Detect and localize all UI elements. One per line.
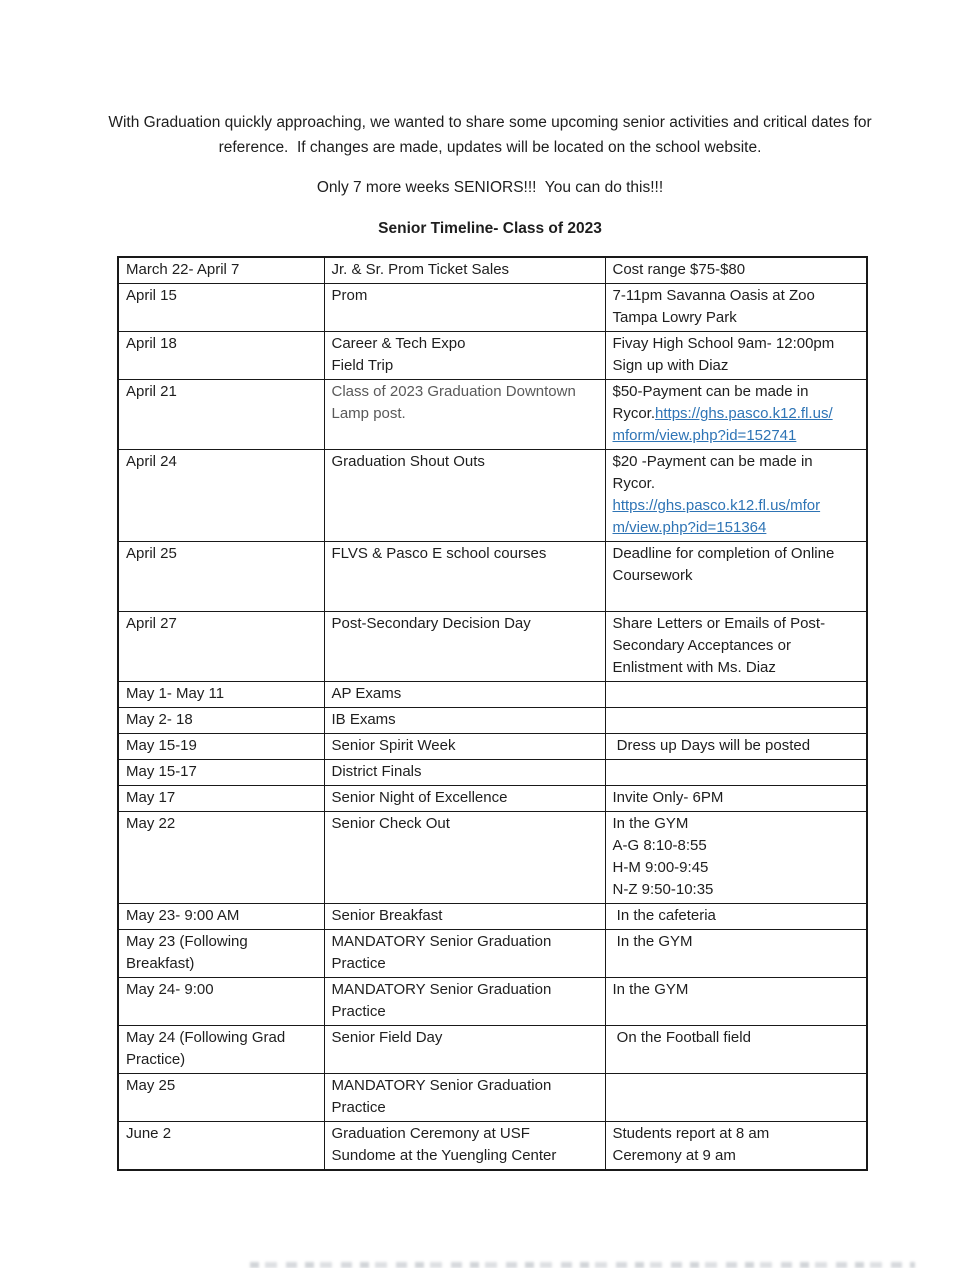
cell-line — [126, 1075, 318, 1097]
cell-line — [332, 403, 599, 425]
cell-text: March 22- April 7 — [126, 261, 240, 278]
details-cell — [605, 786, 867, 812]
cell-text: Rycor. — [612, 405, 656, 422]
cell-text: Coursework — [612, 567, 693, 584]
cell-line — [126, 979, 318, 1001]
cell-text: May 15-19 — [126, 737, 197, 754]
date-cell — [118, 708, 324, 734]
cell-line — [332, 931, 599, 953]
cell-line — [126, 333, 318, 355]
cell-text: $50-Payment can be made in — [612, 383, 809, 400]
cell-text: Practice — [331, 955, 386, 972]
cell-line — [613, 517, 861, 539]
cell-text: Senior Field Day — [331, 1029, 443, 1046]
cell-text: Senior Night of Excellence — [331, 789, 508, 806]
cell-line — [613, 355, 861, 377]
date-cell — [118, 1074, 324, 1122]
event-cell — [324, 930, 605, 978]
cell-line — [332, 1027, 599, 1049]
date-cell — [118, 1122, 324, 1171]
cell-text: Graduation Shout Outs — [331, 453, 485, 470]
details-cell — [605, 257, 867, 284]
cell-line — [126, 381, 318, 403]
cell-line — [613, 565, 861, 587]
cell-line — [332, 735, 599, 757]
cell-line — [332, 1075, 599, 1097]
cell-text: H-M 9:00-9:45 — [612, 859, 709, 876]
details-cell — [605, 760, 867, 786]
cell-text: In the cafeteria — [612, 907, 716, 924]
cell-line — [332, 1097, 599, 1119]
cell-line — [613, 835, 861, 857]
table-row — [118, 682, 867, 708]
cell-text: Invite Only- 6PM — [612, 789, 724, 806]
event-cell — [324, 682, 605, 708]
cell-text: May 17 — [126, 789, 176, 806]
cell-text: $20 -Payment can be made in — [612, 453, 813, 470]
cell-text: June 2 — [126, 1125, 172, 1142]
cell-line — [613, 1027, 861, 1049]
cell-line — [332, 953, 599, 975]
page-title: Senior Timeline- Class of 2023 — [378, 220, 602, 237]
cell-text: A-G 8:10-8:55 — [612, 837, 707, 854]
cell-text: May 24- 9:00 — [126, 981, 214, 998]
cell-line — [332, 979, 599, 1001]
cell-text: In the GYM — [612, 815, 689, 832]
table-row — [118, 450, 867, 542]
cell-text: May 22 — [126, 815, 176, 832]
cell-text: Cost range $75-$80 — [612, 261, 746, 278]
cell-text: May 25 — [126, 1077, 176, 1094]
payment-hyperlink[interactable]: m/view.php?id=151364 — [612, 519, 767, 536]
event-cell — [324, 1074, 605, 1122]
event-cell — [324, 1026, 605, 1074]
event-cell — [324, 760, 605, 786]
cell-line — [613, 495, 861, 517]
details-cell — [605, 380, 867, 450]
cell-line — [126, 905, 318, 927]
cell-line — [332, 787, 599, 809]
intro-paragraph: With Graduation quickly approaching, we wanted to share some upcoming senior activities and critical dates for reference. If changes are made, updates will be located on the school website. — [108, 114, 876, 156]
cell-line — [332, 285, 599, 307]
cell-text: Graduation Ceremony at USF — [331, 1125, 530, 1142]
cell-line — [613, 587, 861, 609]
cell-line — [613, 425, 861, 447]
cell-text: 7-11pm Savanna Oasis at Zoo — [612, 287, 815, 304]
cell-line — [613, 1145, 861, 1167]
table-row — [118, 380, 867, 450]
cell-line — [613, 403, 861, 425]
cell-text: April 15 — [126, 287, 177, 304]
cell-text: May 1- May 11 — [126, 685, 225, 702]
date-cell — [118, 734, 324, 760]
cell-text: District Finals — [331, 763, 422, 780]
event-cell — [324, 257, 605, 284]
cell-line — [613, 979, 861, 1001]
cell-text: May 23- 9:00 AM — [126, 907, 240, 924]
cell-line — [613, 857, 861, 879]
cell-line — [332, 761, 599, 783]
details-cell — [605, 812, 867, 904]
table-row — [118, 904, 867, 930]
details-cell — [605, 332, 867, 380]
cell-text: In the GYM — [612, 933, 693, 950]
details-cell — [605, 930, 867, 978]
cell-line — [126, 683, 318, 705]
cell-text: Ceremony at 9 am — [612, 1147, 736, 1164]
table-row — [118, 332, 867, 380]
timeline-table — [117, 256, 868, 1171]
cell-text: Tampa Lowry Park — [612, 309, 737, 326]
table-row — [118, 786, 867, 812]
cell-line — [613, 473, 861, 495]
cell-text: Enlistment with Ms. Diaz — [612, 659, 776, 676]
cell-line — [613, 381, 861, 403]
cell-text: N-Z 9:50-10:35 — [612, 881, 714, 898]
cell-line — [613, 657, 861, 679]
event-cell — [324, 786, 605, 812]
event-cell — [324, 332, 605, 380]
cell-line — [126, 735, 318, 757]
details-cell — [605, 1122, 867, 1171]
payment-hyperlink[interactable]: https://ghs.pasco.k12.fl.us/ — [655, 405, 833, 422]
date-cell — [118, 542, 324, 612]
details-cell — [605, 734, 867, 760]
cell-text: Prom — [331, 287, 368, 304]
timeline-table-body — [118, 257, 867, 1170]
cell-text: May 2- 18 — [126, 711, 193, 728]
cell-line — [332, 1123, 599, 1145]
date-cell — [118, 257, 324, 284]
cell-text: FLVS & Pasco E school courses — [331, 545, 547, 562]
details-cell — [605, 1074, 867, 1122]
details-cell — [605, 612, 867, 682]
table-row — [118, 257, 867, 284]
event-cell — [324, 734, 605, 760]
cell-line — [613, 635, 861, 657]
cell-line — [126, 787, 318, 809]
event-cell — [324, 978, 605, 1026]
cell-text: May 24 (Following Grad Practice) — [126, 1029, 290, 1068]
event-cell — [324, 284, 605, 332]
cell-text: Students report at 8 am — [612, 1125, 770, 1142]
date-cell — [118, 786, 324, 812]
cell-text: Rycor. — [612, 475, 656, 492]
cell-text: Practice — [331, 1003, 386, 1020]
event-cell — [324, 812, 605, 904]
details-cell — [605, 1026, 867, 1074]
cell-text: Career & Tech Expo — [331, 335, 466, 352]
table-row — [118, 930, 867, 978]
cell-text: April 21 — [126, 383, 177, 400]
cell-line — [613, 813, 861, 835]
cell-text: IB Exams — [331, 711, 396, 728]
cell-text: MANDATORY Senior Graduation — [331, 981, 552, 998]
cell-line — [613, 931, 861, 953]
cell-line — [332, 381, 599, 403]
cell-text: MANDATORY Senior Graduation — [331, 933, 552, 950]
date-cell — [118, 682, 324, 708]
cell-line — [332, 813, 599, 835]
cell-line — [613, 735, 861, 757]
cell-line — [613, 259, 861, 281]
table-row — [118, 1122, 867, 1171]
cell-line — [613, 333, 861, 355]
cell-text: Post-Secondary Decision Day — [331, 615, 531, 632]
cell-text: Fivay High School 9am- 12:00pm — [612, 335, 835, 352]
cell-line — [332, 259, 599, 281]
cell-text: Sign up with Diaz — [612, 357, 729, 374]
event-cell — [324, 450, 605, 542]
cell-line — [332, 683, 599, 705]
cell-text: Secondary Acceptances or — [612, 637, 791, 654]
date-cell — [118, 904, 324, 930]
cell-line — [332, 1145, 599, 1167]
details-cell — [605, 682, 867, 708]
cell-line — [613, 787, 861, 809]
event-cell — [324, 612, 605, 682]
cell-text: On the Football field — [612, 1029, 751, 1046]
cell-text: Senior Breakfast — [331, 907, 443, 924]
cell-text: In the GYM — [612, 981, 689, 998]
cell-text: AP Exams — [331, 685, 402, 702]
cell-line — [613, 307, 861, 329]
cell-line — [613, 451, 861, 473]
details-cell — [605, 284, 867, 332]
date-cell — [118, 612, 324, 682]
cell-line — [126, 451, 318, 473]
date-cell — [118, 978, 324, 1026]
cell-line — [332, 333, 599, 355]
cell-text: Dress up Days will be posted — [612, 737, 811, 754]
details-cell — [605, 904, 867, 930]
cell-text: Deadline for completion of Online — [612, 545, 835, 562]
cell-line — [332, 905, 599, 927]
cell-line — [332, 613, 599, 635]
cell-line — [126, 1123, 318, 1145]
date-cell — [118, 760, 324, 786]
cell-text: Share Letters or Emails of Post- — [612, 615, 826, 632]
cell-text: Senior Check Out — [331, 815, 450, 832]
cell-text: April 24 — [126, 453, 177, 470]
event-cell — [324, 708, 605, 734]
cell-line — [332, 451, 599, 473]
cell-text: Senior Spirit Week — [331, 737, 456, 754]
cell-line — [126, 285, 318, 307]
cell-text: Jr. & Sr. Prom Ticket Sales — [331, 261, 510, 278]
cell-line — [126, 761, 318, 783]
cell-text: Class of 2023 Graduation Downtown — [331, 383, 576, 400]
cell-text: Field Trip — [331, 357, 394, 374]
cell-line — [126, 709, 318, 731]
cell-line — [126, 259, 318, 281]
cell-line — [613, 543, 861, 565]
cell-text: Practice — [331, 1099, 386, 1116]
cell-line — [332, 543, 599, 565]
date-cell — [118, 284, 324, 332]
event-cell — [324, 1122, 605, 1171]
date-cell — [118, 450, 324, 542]
cell-line — [332, 1001, 599, 1023]
cell-line — [126, 813, 318, 835]
table-row — [118, 978, 867, 1026]
cell-line — [332, 709, 599, 731]
cell-line — [332, 355, 599, 377]
cell-text: May 15-17 — [126, 763, 197, 780]
details-cell — [605, 542, 867, 612]
cell-line — [613, 1123, 861, 1145]
table-row — [118, 708, 867, 734]
date-cell — [118, 812, 324, 904]
date-cell — [118, 1026, 324, 1074]
table-row — [118, 734, 867, 760]
event-cell — [324, 542, 605, 612]
cell-line — [613, 285, 861, 307]
cell-text: April 27 — [126, 615, 177, 632]
cell-line — [126, 1027, 318, 1071]
event-cell — [324, 380, 605, 450]
cell-text: April 25 — [126, 545, 177, 562]
cell-line — [126, 931, 318, 975]
details-cell — [605, 708, 867, 734]
event-cell — [324, 904, 605, 930]
date-cell — [118, 380, 324, 450]
cell-text: Lamp post. — [331, 405, 406, 422]
cell-line — [613, 879, 861, 901]
cell-line — [126, 613, 318, 635]
table-row — [118, 1026, 867, 1074]
cell-line — [613, 613, 861, 635]
cell-text: April 18 — [126, 335, 177, 352]
cell-line — [613, 905, 861, 927]
cell-text: Sundome at the Yuengling Center — [331, 1147, 557, 1164]
table-row — [118, 760, 867, 786]
cell-text: May 23 (Following Breakfast) — [126, 933, 252, 972]
date-cell — [118, 332, 324, 380]
payment-hyperlink[interactable]: https://ghs.pasco.k12.fl.us/mfor — [612, 497, 821, 514]
table-row — [118, 542, 867, 612]
table-row — [118, 612, 867, 682]
cutoff-next-page-text — [250, 1262, 915, 1268]
cell-text: MANDATORY Senior Graduation — [331, 1077, 552, 1094]
cell-line — [126, 543, 318, 565]
details-cell — [605, 450, 867, 542]
payment-hyperlink[interactable]: mform/view.php?id=152741 — [612, 427, 797, 444]
table-row — [118, 812, 867, 904]
details-cell — [605, 978, 867, 1026]
date-cell — [118, 930, 324, 978]
table-row — [118, 1074, 867, 1122]
table-row — [118, 284, 867, 332]
motivation-line: Only 7 more weeks SENIORS!!! You can do this!!! — [316, 179, 664, 196]
